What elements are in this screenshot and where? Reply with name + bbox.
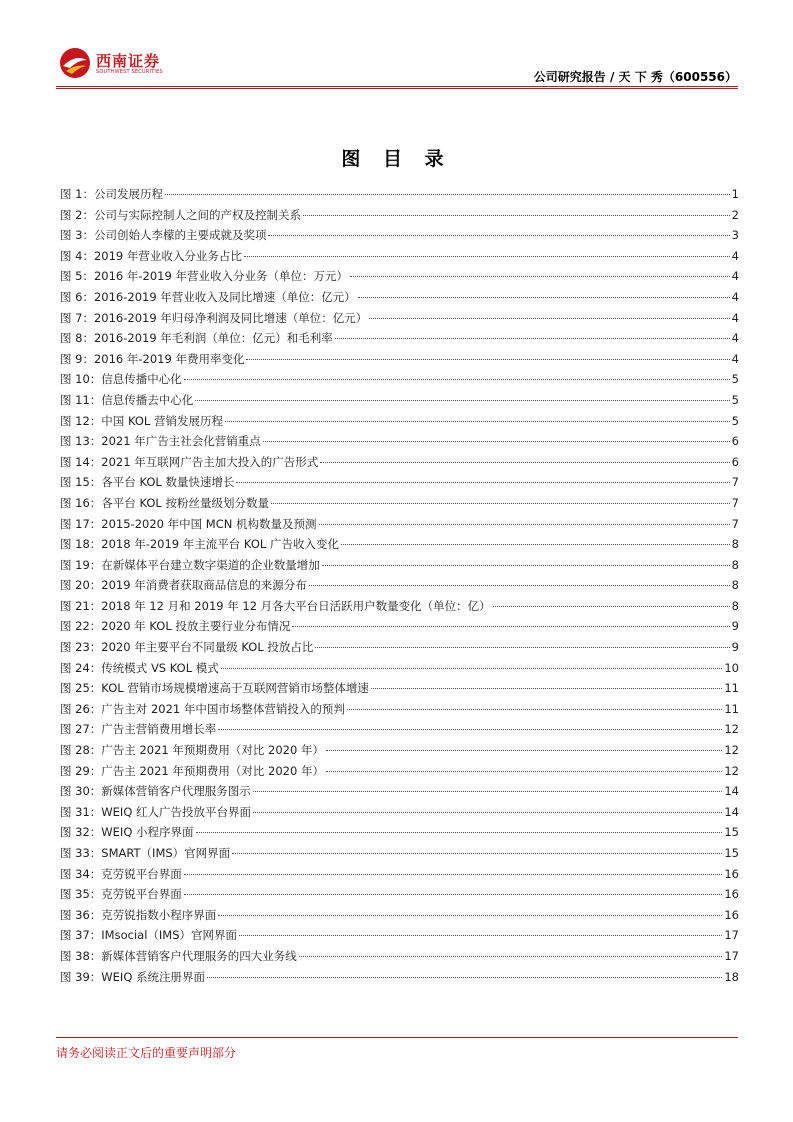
toc-dot-leader [303, 215, 730, 216]
toc-entry[interactable] [60, 310, 739, 331]
brand-subtitle: SOUTHWEST SECURITIES [96, 69, 163, 75]
toc-dot-leader [263, 441, 730, 442]
toc-entry-page: 4 [731, 289, 739, 304]
toc-entry-label: 图 14：2021 年互联网广告主加大投入的广告形式 [60, 454, 319, 469]
toc-entry[interactable] [60, 516, 739, 537]
toc-entry-page: 9 [731, 619, 739, 634]
toc-entry-label: 图 4：2019 年营业收入分业务占比 [60, 248, 242, 263]
toc-entry[interactable] [60, 886, 739, 907]
toc-entry[interactable] [60, 248, 739, 269]
toc-dot-leader [319, 524, 730, 525]
header-divider-secondary [56, 88, 738, 89]
toc-entry[interactable] [60, 598, 739, 619]
toc-entry-page: 11 [724, 701, 739, 716]
toc-entry-page: 5 [731, 392, 739, 407]
toc-entry[interactable] [60, 351, 739, 372]
toc-dot-leader [218, 915, 722, 916]
toc-entry[interactable] [60, 969, 739, 990]
toc-entry-label: 图 27：广告主营销费用增长率 [60, 722, 217, 737]
toc-entry-label: 图 32：WEIQ 小程序界面 [60, 825, 194, 840]
toc-dot-leader [195, 400, 729, 401]
page-title: 图 目 录 [341, 148, 452, 170]
toc-entry-page: 6 [731, 434, 739, 449]
toc-dot-leader [320, 462, 729, 463]
toc-dot-leader [271, 503, 730, 504]
toc-entry[interactable] [60, 783, 739, 804]
toc-entry-label: 图 26：广告主对 2021 年中国市场整体营销投入的预判 [60, 701, 345, 716]
toc-entry[interactable] [60, 845, 739, 866]
toc-entry-page: 16 [724, 907, 739, 922]
toc-entry[interactable] [60, 454, 739, 475]
toc-entry-label: 图 23：2020 年主要平台不同量级 KOL 投放占比 [60, 640, 314, 655]
toc-entry[interactable] [60, 330, 739, 351]
toc-entry-page: 8 [731, 537, 739, 552]
toc-entry[interactable] [60, 371, 739, 392]
toc-entry-page: 14 [724, 784, 739, 799]
toc-entry[interactable] [60, 721, 739, 742]
toc-entry-page: 11 [724, 681, 739, 696]
toc-entry[interactable] [60, 639, 739, 660]
toc-entry-page: 8 [731, 578, 739, 593]
toc-entry-label: 图 15：各平台 KOL 数量快速增长 [60, 475, 235, 490]
toc-dot-leader [493, 606, 730, 607]
toc-entry-label: 图 5：2016 年-2019 年营业收入分业务（单位：万元） [60, 269, 348, 284]
toc-entry-page: 9 [731, 640, 739, 655]
toc-entry-page: 12 [724, 743, 739, 758]
toc-dot-leader [292, 626, 729, 627]
toc-entry-label: 图 25：KOL 营销市场规模增速高于互联网营销市场整体增速 [60, 681, 369, 696]
header-divider [56, 86, 738, 87]
toc-entry-label: 图 6：2016-2019 年营业收入及同比增速（单位：亿元） [60, 289, 356, 304]
toc-entry-page: 18 [724, 969, 739, 984]
report-type: 公司研究报告 / 天 下 秀（600556） [533, 70, 737, 84]
toc-dot-leader [232, 853, 722, 854]
toc-dot-leader [371, 688, 723, 689]
toc-entry[interactable] [60, 289, 739, 310]
toc-entry-page: 5 [731, 413, 739, 428]
toc-entry-label: 图 8：2016-2019 年毛利润（单位：亿元）和毛利率 [60, 331, 333, 346]
toc-entry-page: 4 [731, 310, 739, 325]
toc-entry[interactable] [60, 227, 739, 248]
toc-entry[interactable] [60, 680, 739, 701]
toc-entry-page: 5 [731, 372, 739, 387]
toc-entry-page: 1 [731, 187, 739, 201]
toc-entry-page: 10 [724, 660, 739, 675]
toc-dot-leader [322, 565, 730, 566]
toc-entry-label: 图 22：2020 年 KOL 投放主要行业分布情况 [60, 619, 291, 634]
brand-logo [58, 46, 178, 86]
toc-dot-leader [335, 338, 730, 339]
toc-entry-label: 图 11：信息传播去中心化 [60, 392, 194, 407]
figure-list [60, 186, 739, 989]
toc-entry-page: 4 [731, 269, 739, 284]
toc-entry-page: 2 [731, 207, 739, 222]
toc-entry[interactable] [60, 701, 739, 722]
toc-dot-leader [358, 297, 730, 298]
toc-dot-leader [244, 256, 730, 257]
toc-entry[interactable] [60, 660, 739, 681]
toc-entry-label: 图 3：公司创始人李檬的主要成就及奖项 [60, 228, 267, 243]
brand-logo-icon [58, 46, 92, 80]
toc-entry-label: 图 12：中国 KOL 营销发展历程 [60, 413, 223, 428]
footer-notice: 请务必阅读正文后的重要声明部分 [56, 1046, 237, 1060]
toc-entry[interactable] [60, 557, 739, 578]
toc-dot-leader [184, 894, 723, 895]
toc-entry-page: 7 [731, 475, 739, 490]
toc-dot-leader [236, 482, 729, 483]
toc-entry-page: 4 [731, 248, 739, 263]
toc-dot-leader [315, 647, 729, 648]
toc-dot-leader [165, 194, 730, 195]
toc-entry[interactable] [60, 804, 739, 825]
toc-entry[interactable] [60, 577, 739, 598]
toc-entry[interactable] [60, 742, 739, 763]
toc-entry[interactable] [60, 536, 739, 557]
toc-dot-leader [239, 935, 722, 936]
toc-entry-label: 图 21：2018 年 12 月和 2019 年 12 月各大平台日活跃用户数量变化（单位：亿） [60, 598, 491, 613]
toc-entry[interactable] [60, 474, 739, 495]
toc-entry-label: 图 17：2015-2020 年中国 MCN 机构数量及预测 [60, 516, 317, 531]
toc-dot-leader [350, 276, 730, 277]
footer-divider [56, 1037, 738, 1038]
toc-entry[interactable] [60, 618, 739, 639]
toc-entry-page: 4 [731, 331, 739, 346]
toc-entry-page: 12 [724, 763, 739, 778]
toc-entry-label: 图 16：各平台 KOL 按粉丝量级划分数量 [60, 495, 269, 510]
toc-entry[interactable] [60, 495, 739, 516]
toc-dot-leader [309, 585, 730, 586]
toc-entry-label: 图 18：2018 年-2019 年主流平台 KOL 广告收入变化 [60, 537, 339, 552]
toc-entry[interactable] [60, 207, 739, 228]
toc-entry[interactable] [60, 824, 739, 845]
toc-entry-label: 图 31：WEIQ 红人广告投放平台界面 [60, 804, 252, 819]
toc-entry-label: 图 34：克劳锐平台界面 [60, 866, 182, 881]
toc-dot-leader [218, 729, 722, 730]
toc-entry-page: 7 [731, 495, 739, 510]
toc-entry-label: 图 19：在新媒体平台建立数字渠道的企业数量增加 [60, 557, 320, 572]
toc-dot-leader [253, 791, 723, 792]
toc-entry-label: 图 38：新媒体营销客户代理服务的四大业务线 [60, 948, 297, 963]
toc-entry-page: 4 [731, 351, 739, 366]
toc-dot-leader [253, 812, 722, 813]
toc-dot-leader [207, 977, 722, 978]
toc-entry[interactable] [60, 433, 739, 454]
toc-dot-leader [369, 318, 729, 319]
toc-entry-label: 图 39：WEIQ 系统注册界面 [60, 969, 206, 984]
toc-entry-label: 图 24：传统模式 VS KOL 模式 [60, 660, 219, 675]
toc-entry-page: 3 [731, 228, 739, 243]
toc-entry-page: 15 [724, 846, 739, 860]
toc-dot-leader [326, 771, 722, 772]
toc-entry-label: 图 1：公司发展历程 [60, 187, 163, 201]
toc-dot-leader [196, 832, 723, 833]
toc-entry-label: 图 36：克劳锐指数小程序界面 [60, 907, 217, 922]
toc-entry-page: 16 [724, 866, 739, 881]
toc-dot-leader [184, 874, 723, 875]
toc-entry-label: 图 13：2021 年广告主社会化营销重点 [60, 434, 261, 449]
toc-dot-leader [341, 544, 730, 545]
toc-entry[interactable] [60, 866, 739, 887]
toc-dot-leader [299, 956, 723, 957]
toc-entry-label: 图 37：IMsocial（IMS）官网界面 [60, 928, 238, 943]
brand-name: 西南证券 [96, 52, 161, 70]
toc-entry-label: 图 28：广告主 2021 年预期费用（对比 2020 年） [60, 743, 324, 758]
toc-entry[interactable] [60, 907, 739, 928]
toc-entry-page: 12 [724, 722, 739, 737]
toc-entry-page: 6 [731, 454, 739, 469]
toc-entry-label: 图 35：克劳锐平台界面 [60, 887, 182, 902]
toc-entry-label: 图 30：新媒体营销客户代理服务图示 [60, 784, 251, 799]
toc-entry-page: 17 [724, 928, 739, 943]
toc-entry-label: 图 33：SMART（IMS）官网界面 [60, 846, 231, 860]
toc-dot-leader [326, 750, 722, 751]
toc-entry-page: 8 [731, 557, 739, 572]
toc-entry-page: 15 [724, 825, 739, 840]
toc-dot-leader [221, 668, 723, 669]
toc-entry[interactable] [60, 763, 739, 784]
toc-dot-leader [225, 421, 730, 422]
toc-entry-label: 图 29：广告主 2021 年预期费用（对比 2020 年） [60, 763, 324, 778]
toc-entry[interactable] [60, 186, 739, 207]
toc-dot-leader [268, 235, 729, 236]
toc-entry-label: 图 20：2019 年消费者获取商品信息的来源分布 [60, 578, 307, 593]
toc-entry-label: 图 2：公司与实际控制人之间的产权及控制关系 [60, 207, 301, 222]
toc-dot-leader [184, 379, 730, 380]
toc-entry-page: 17 [724, 948, 739, 963]
toc-dot-leader [246, 359, 729, 360]
toc-entry-label: 图 7：2016-2019 年归母净利润及同比增速（单位：亿元） [60, 310, 368, 325]
toc-entry[interactable] [60, 927, 739, 948]
toc-entry[interactable] [60, 392, 739, 413]
toc-entry[interactable] [60, 948, 739, 969]
toc-entry[interactable] [60, 413, 739, 434]
page-header [0, 0, 793, 92]
toc-entry-label: 图 9：2016 年-2019 年费用率变化 [60, 351, 245, 366]
toc-entry-page: 7 [731, 516, 739, 531]
toc-dot-leader [347, 709, 722, 710]
toc-entry-page: 8 [731, 598, 739, 613]
toc-entry-page: 16 [724, 887, 739, 902]
toc-entry-page: 14 [724, 804, 739, 819]
toc-entry-label: 图 10：信息传播中心化 [60, 372, 182, 387]
toc-entry[interactable] [60, 268, 739, 289]
